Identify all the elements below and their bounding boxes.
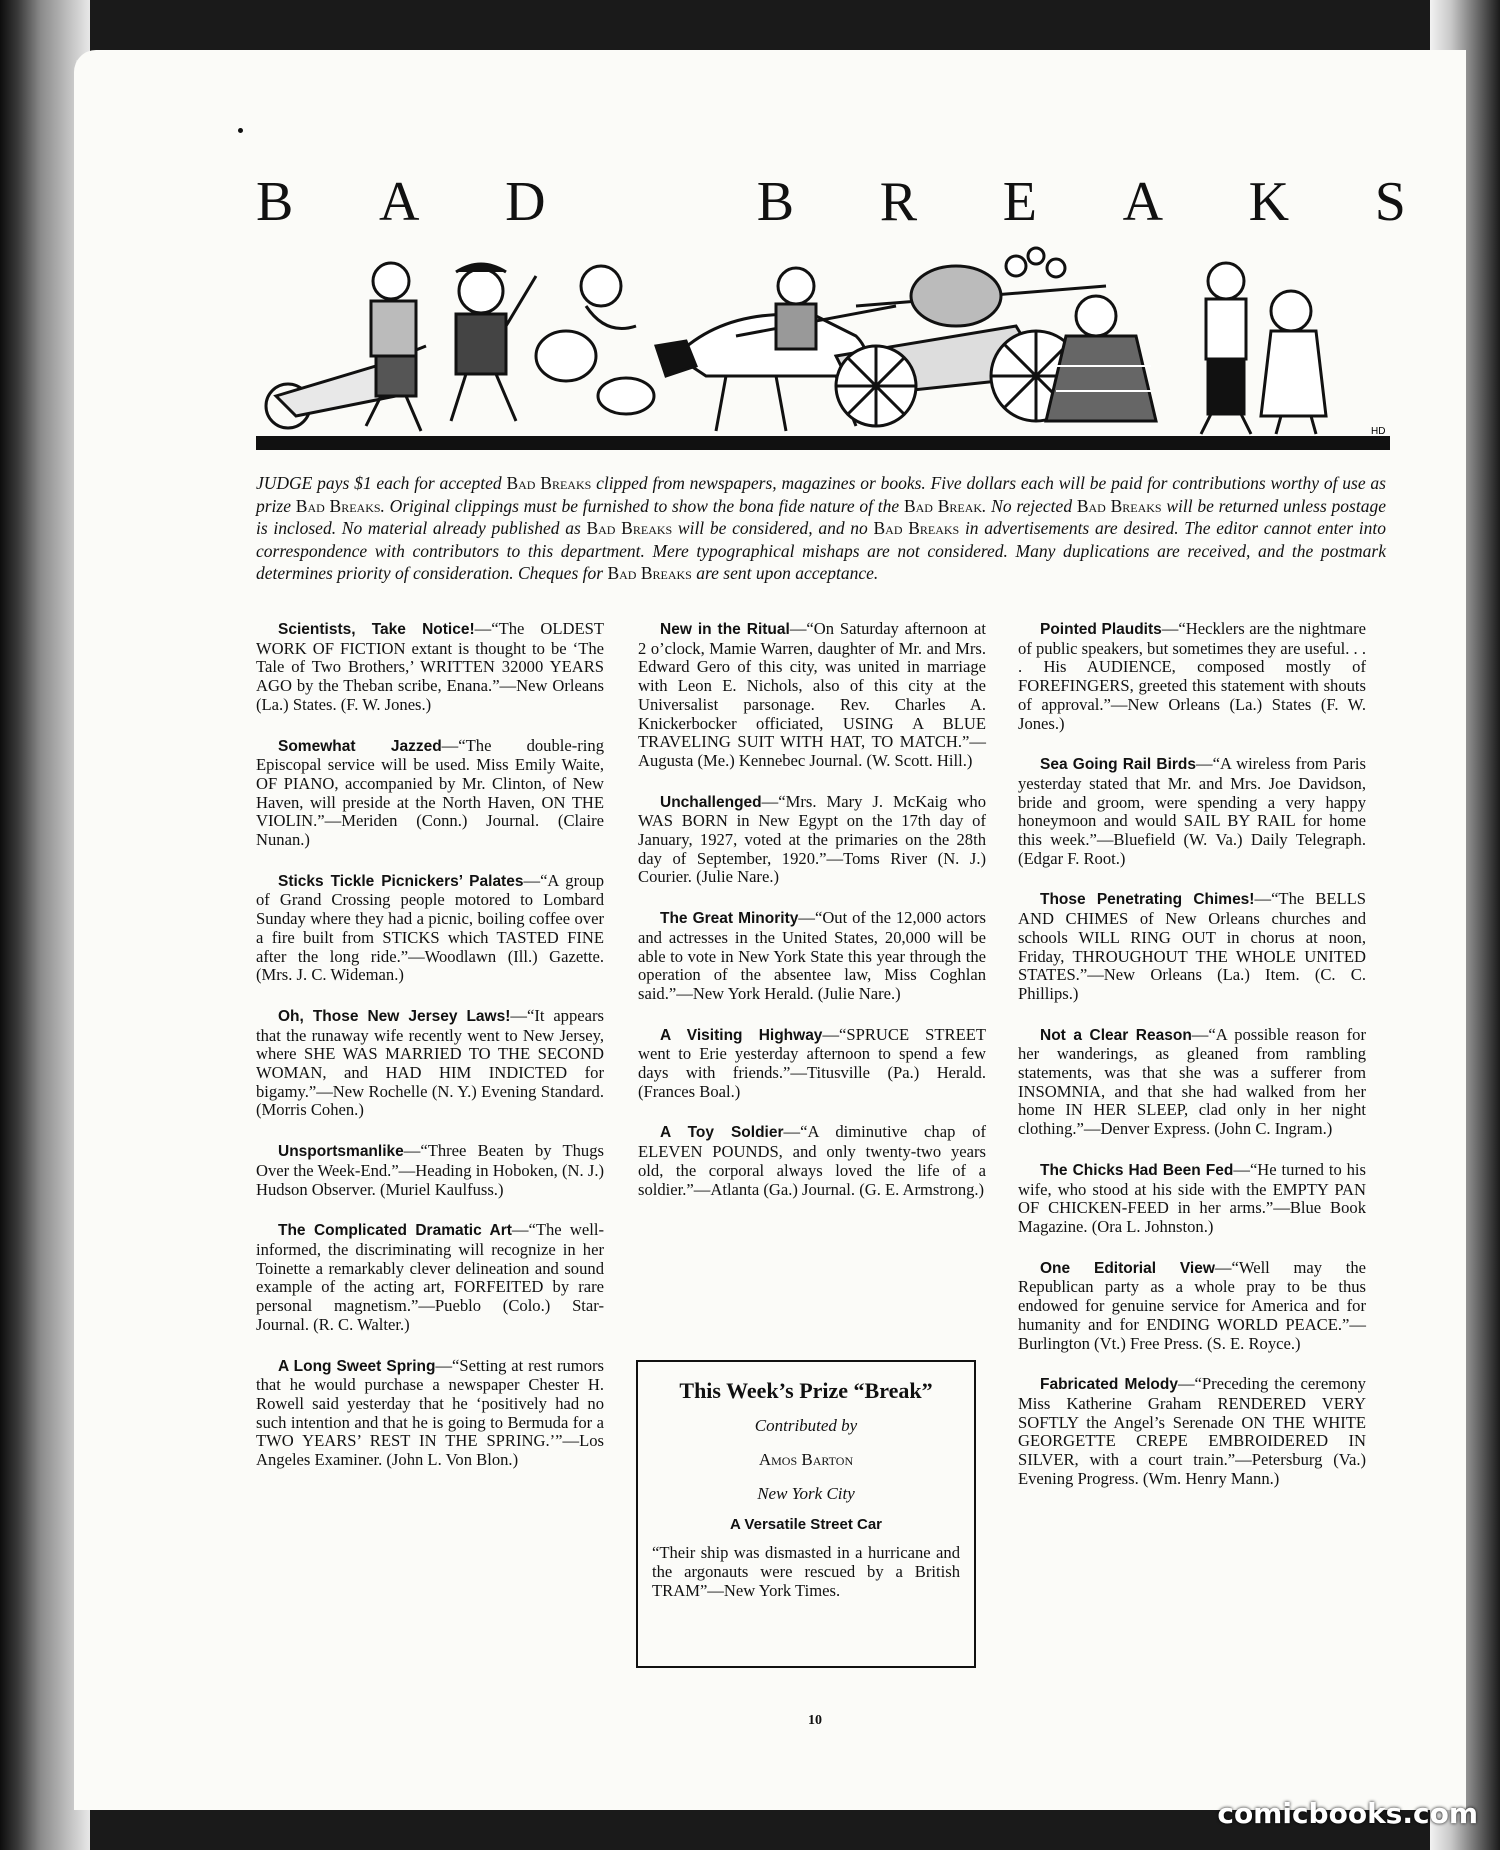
page-number: 10 [808, 1713, 822, 1728]
clipping-item [638, 620, 986, 771]
clipping-headline: Unsportsmanlike [278, 1143, 404, 1161]
title-letter: A [1122, 171, 1164, 233]
intro-smallcaps: Bad Breaks [586, 518, 673, 538]
clipping-body: —“On Saturday afternoon at 2 o’clock, Mamie Warren, daughter of Mr. and Mrs. Edward Gero of this city, was united in marriage with Leon E. Nichols, also of this city at the Universalist parsonage. Rev. Charles A. Knickerbocker officiated, USING A BLUE TRAVELING SUIT WITH HAT, TO MATCH.”—Augusta (Me.) Kennebec Journal. (W. Scott. Hill.) [638, 619, 986, 770]
clipping-item [256, 737, 604, 850]
clipping-item [1018, 890, 1366, 1003]
clipping-headline: Fabricated Melody [1040, 1376, 1178, 1394]
title-letter: E [1002, 171, 1037, 233]
clipping-item [256, 1357, 604, 1470]
clipping-item [1018, 1375, 1366, 1488]
clipping-headline: Sea Going Rail Birds [1040, 756, 1197, 774]
clipping-body: —“It appears that the runaway wife recently went to New Jersey, where SHE WAS MARRIED TO THE SECOND WOMAN, and HAD HIM INDICTED for bigamy.”—New Rochelle (N. Y.) Evening Standard. (Morris Cohen.) [256, 1005, 604, 1120]
clipping-item [638, 1123, 986, 1199]
clipping-item [1018, 1161, 1366, 1237]
clipping-item [638, 909, 986, 1004]
intro-smallcaps: Bad Breaks [506, 473, 592, 493]
clipping-headline: The Great Minority [660, 910, 799, 928]
clipping-headline: Scientists, Take Notice! [278, 621, 475, 638]
clipping-body: —“A wireless from Paris yesterday stated that Mr. and Mrs. Joe Davidson, bride and groom, were spending a very happy honeymoon and would SAIL BY RAIL for home this week.”—Bluefield (W. Va.) Daily Telegraph. (Edgar F. Root.) [1018, 754, 1367, 868]
intro-paragraph [256, 472, 1386, 585]
clipping-headline: New in the Ritual [660, 621, 790, 638]
clipping-body: —“The BELLS AND CHIMES of New Orleans churches and schools WILL RING OUT in chorus at noon, Friday, THROUGHOUT THE WHOLE UNITED STATES.”—New Orleans (La.) Item. (C. C. Phillips.) [1018, 889, 1366, 1003]
clipping-item [1018, 755, 1366, 868]
clipping-body: —“A group of Grand Crossing people motored to Lombard Sunday where they had a picnic, boiling coffee over a fire built from STICKS which TASTED FINE after the long ride.”—Woodlawn (Ill.) Gazette. (Mrs. J. C. Wideman.) [256, 870, 604, 985]
clipping-item [638, 1026, 986, 1102]
intro-text: will be considered, and no [672, 518, 874, 538]
clipping-body: —“He turned to his wife, who stood at his side with the EMPTY PAN OF CHICKEN-FEED in her arms.”—Blue Book Magazine. (Ora L. Johnston.) [1018, 1159, 1366, 1236]
column-middle [638, 620, 986, 1221]
title-letter: S [1374, 171, 1406, 233]
clipping-body: —“Mrs. Mary J. McKaig who WAS BORN in New Egypt on the 17th day of January, 1927, voted at the primaries on the 28th day of September, 1920.”—Toms River (N. J.) Courier. (Julie Nare.) [638, 791, 986, 887]
column-right [1018, 620, 1366, 1510]
clipping-body: —“A possible reason for her wanderings, as gleaned from rambling statements, was that she was a sufferer from INSOMNIA, and that she had walked from her home IN HER SLEEP, clad only in her night clothing.”—Denver Express. (John C. Ingram.) [1018, 1024, 1366, 1139]
clipping-body: —“SPRUCE STREET went to Erie yesterday afternoon to spend a few days with friends.”—Titusville (Pa.) Herald. (Frances Boal.) [638, 1024, 986, 1101]
clipping-headline: Not a Clear Reason [1040, 1026, 1192, 1044]
svg-text:HD: HD [1371, 426, 1386, 437]
prize-subhead: A Versatile Street Car [729, 1516, 883, 1533]
intro-smallcaps: Bad Breaks [607, 563, 692, 583]
clipping-body: —“The OLDEST WORK OF FICTION extant is thought to be ‘The Tale of Two Brothers,’ WRITTEN 32000 YEARS AGO by the Theban scribe, Enana.”—New Orleans (La.) States. (F. W. Jones.) [256, 619, 604, 714]
prize-title: This Week’s Prize “Break” [679, 1378, 933, 1403]
intro-text: . No rejected [982, 495, 1077, 516]
clipping-headline: A Long Sweet Spring [278, 1357, 436, 1375]
title-letter: D [505, 171, 546, 233]
title-letter: A [378, 171, 420, 233]
clipping-headline: A Visiting Highway [660, 1026, 823, 1044]
intro-text: are sent upon acceptance. [691, 563, 879, 583]
clipping-body: —“The double-ring Episcopal service will be used. Miss Emily Waite, OF PIANO, accompanied by Mr. Clinton, of New Haven, will preside at the North Haven, ON THE VIOLIN.”—Meriden (Conn.) Journal. (Claire Nunan.) [256, 735, 605, 850]
ink-dot [238, 128, 243, 133]
header-cartoon-illustration [256, 246, 1390, 456]
title-letter: R [879, 171, 918, 233]
clipping-body: —“The well-informed, the discriminating will recognize in her Toinette a remarkably clever delineation and sound example of the acting art, FORFEITED by rare personal magnetism.”—Pueblo (Colo.) Star-Journal. (R. C. Walter.) [256, 1220, 604, 1334]
clipping-headline: Pointed Plaudits [1040, 621, 1162, 638]
title-letter: B [256, 171, 294, 233]
clipping-body: —“Three Beaten by Thugs Over the Week-End.”—Heading in Hoboken, (N. J.) Hudson Observer. (Muriel Kaulfuss.) [256, 1141, 604, 1199]
clipping-headline: The Chicks Had Been Fed [1040, 1161, 1234, 1179]
intro-text: clipped from newspapers, magazines or books. Five dollars each will be paid for contributions worthy of use as prize [256, 473, 1386, 516]
title-letter: B [756, 171, 795, 233]
clipping-headline: Unchallenged [660, 793, 762, 811]
intro-text: will be returned unless postage is inclosed. No material already published as [256, 495, 1386, 538]
clipping-item [1018, 620, 1366, 733]
clipping-item [1018, 1259, 1366, 1354]
intro-text: JUDGE pays $1 each for accepted [256, 473, 507, 493]
prize-body: “Their ship was dismasted in a hurricane and the argonauts were rescued by a British TRAM”—New York Times. [652, 1543, 960, 1600]
clipping-headline: Those Penetrating Chimes! [1040, 891, 1255, 909]
clipping-headline: The Complicated Dramatic Art [278, 1222, 512, 1240]
title-letter: K [1248, 171, 1290, 233]
intro-smallcaps: Bad Breaks [1076, 495, 1162, 516]
clipping-body: —“Well may the Republican party as a whole pray to be thus endowed for genuine service for America and for humanity and for ENDING WORLD PEACE.”—Burlington (Vt.) Free Press. (S. E. Royce.) [1018, 1257, 1367, 1353]
column-left [256, 620, 604, 1492]
clipping-body: —“Preceding the ceremony Miss Katherine Graham RENDERED VERY SOFTLY the Angel’s Serenade ON THE WHITE GEORGETTE CREPE EMBROIDERED IN SILVER, with a court train.”—Petersburg (Va.) Evening Progress. (Wm. Henry Mann.) [1018, 1374, 1366, 1488]
clipping-body: —“Hecklers are the nightmare of public speakers, but sometimes they are useful. . . . His AUDIENCE, composed mostly of FOREFINGERS, greeted this statement with shouts of approval.”—New Orleans (La.) States (F. W. Jones.) [1018, 619, 1366, 733]
site-watermark: comicbooks.com [1217, 1797, 1478, 1830]
clipping-body: —“A diminutive chap of ELEVEN POUNDS, and only twenty-two years old, the corporal always loved the life of a soldier.”—Atlanta (Ga.) Journal. (G. E. Armstrong.) [638, 1122, 986, 1199]
clipping-body: —“Setting at rest rumors that he would purchase a newspaper Chester H. Rowell said yesterday that he ‘positively had no such intention and that he is going to Bermuda for a TWO YEARS’ REST IN THE SPRING.’”—Los Angeles Examiner. (John L. Von Blon.) [256, 1355, 604, 1470]
clipping-headline: One Editorial View [1040, 1259, 1215, 1277]
intro-smallcaps: Bad Break [903, 495, 983, 516]
clipping-item [256, 1142, 604, 1199]
intro-text: . Original clippings must be furnished to show the bona fide nature of the [380, 495, 904, 516]
clipping-headline: Oh, Those New Jersey Laws! [278, 1007, 511, 1025]
clipping-item [256, 872, 604, 985]
clipping-item [638, 793, 986, 888]
clipping-headline: A Toy Soldier [660, 1124, 784, 1142]
clipping-item [1018, 1026, 1366, 1139]
prize-contributor-name: Amos Barton [758, 1450, 854, 1469]
clipping-item [256, 620, 604, 715]
clipping-headline: Sticks Tickle Picnickers’ Palates [278, 872, 524, 890]
page-title [256, 170, 1406, 234]
prize-contributed-label: Contributed by [754, 1416, 858, 1435]
prize-contributor-city: New York City [757, 1484, 855, 1503]
clipping-item [256, 1221, 604, 1334]
intro-text: in advertisements are desired. The editor cannot enter into correspondence with contributors to this department. Mere typographical mishaps are not considered. Many duplications are received, and the postmark determines priority of consideration. Cheques for [256, 518, 1386, 583]
clipping-item [256, 1007, 604, 1120]
intro-smallcaps: Bad Breaks [295, 495, 381, 516]
clipping-headline: Somewhat Jazzed [278, 737, 442, 755]
clipping-body: —“Out of the 12,000 actors and actresses in the United States, 20,000 will be able to vote in New York State this year through the operation of the absentee law, Miss Coghlan said.”—New York Herald. (Julie Nare.) [638, 908, 986, 1003]
intro-smallcaps: Bad Breaks [873, 518, 960, 538]
prize-break-box [636, 1360, 976, 1668]
